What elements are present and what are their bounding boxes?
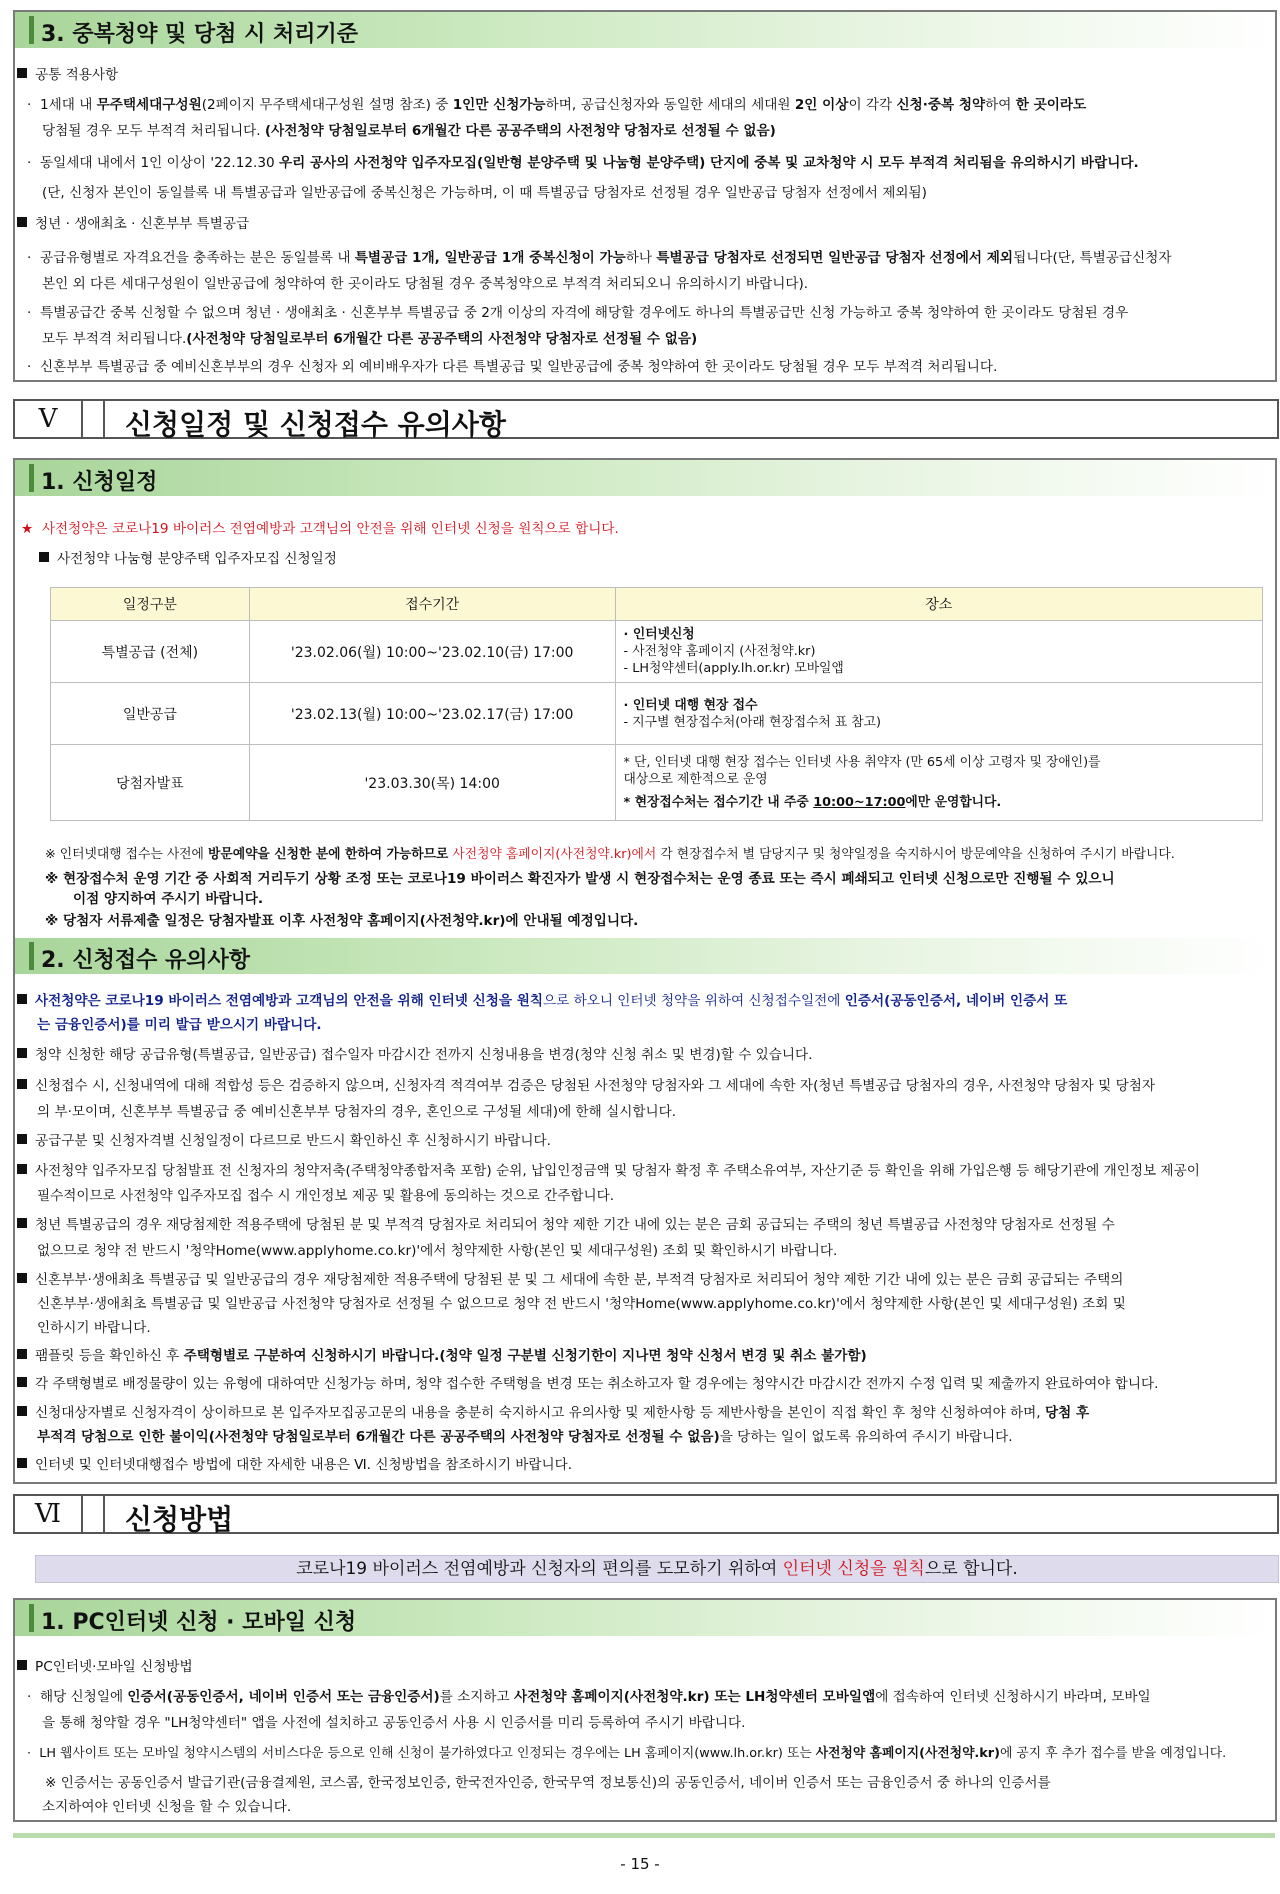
precaution-7-line3: 인하시기 바랍니다.	[37, 1320, 151, 1336]
method-item-2: · LH 웹사이트 또는 모바일 청약시스템의 서비스다운 등으로 인해 신청이 불가하였다고 인정되는 경우에는 LH 홈페이지(www.lh.or.kr) 또는 사전청약 홈페이지(사전청약.kr)에 공지 후 추가 접수를 받을 예정입니다.	[27, 1746, 1227, 1761]
schedule-title-bar	[15, 460, 1275, 496]
special-item-3: · 신혼부부 특별공급 중 예비신혼부부의 경우 신청자 외 예비배우자가 다른 특별공급 및 일반공급에 중복 청약하여 한 곳이라도 당첨될 경우 모두 부적격 처리됩니다.	[27, 359, 998, 375]
table-row	[51, 621, 1263, 683]
square-bullet-icon	[39, 552, 49, 562]
precautions-title: 2. 신청접수 유의사항	[41, 948, 250, 973]
table-header: 접수기간	[249, 588, 615, 621]
special-item-2: · 특별공급간 중복 신청할 수 없으며 청년 · 생애최초 · 신혼부부 특별공급 중 2개 이상의 자격에 해당할 경우에도 하나의 특별공급만 신청 가능하고 중복 청약하여 한 곳이라도 당첨된 경우	[27, 305, 1129, 321]
section5-frame	[13, 458, 1277, 1484]
note-document-submission: ※ 당첨자 서류제출 일정은 당첨자발표 이후 사전청약 홈페이지(사전청약.kr)에 안내될 예정입니다.	[45, 913, 639, 929]
section6-frame	[13, 1598, 1277, 1822]
table-row	[51, 683, 1263, 745]
common-item-1-line2: 당첨될 경우 모두 부적격 처리됩니다. (사전청약 당첨일로부터 6개월간 다른 공공주택의 사전청약 당첨자로 선정될 수 없음)	[42, 123, 776, 139]
note-onsite-closure-line2: 이점 양지하여 주시기 바랍니다.	[73, 891, 264, 907]
precaution-2: 청약 신청한 해당 공급유형(특별공급, 일반공급) 접수일자 마감시간 전까지 신청내용을 변경(청약 신청 취소 및 변경)할 수 있습니다.	[15, 1046, 813, 1064]
precaution-7-line2: 신혼부부·생애최초 특별공급 및 일반공급 사전청약 당첨자로 선정될 수 없으므로 청약 전 반드시 '청약Home(www.applyhome.co.kr)'에서 청약제한 사항(본인 및 세대구성원) 조회 및	[37, 1296, 1126, 1312]
precaution-3: 신청접수 시, 신청내역에 대해 적합성 등은 검증하지 않으며, 신청자격 적격여부 검증은 당첨된 사전청약 당첨자와 그 세대에 속한 자(청년 특별공급 당첨자의 경우, 사전청약 당첨자 및 당첨자	[15, 1077, 1155, 1095]
section5-number: Ⅴ	[15, 401, 83, 437]
section3-title: 3. 중복청약 및 당첨 시 처리기준	[41, 22, 358, 47]
internet-notice: ★ 사전청약은 코로나19 바이러스 전염예방과 고객님의 안전을 위해 인터넷 신청을 원칙으로 합니다.	[21, 521, 619, 537]
precaution-9: 각 주택형별로 배정물량이 있는 유형에 대하여만 신청가능 하며, 청약 접수한 주택형을 변경 또는 취소하고자 할 경우에는 청약시간 마감시간 전까지 수정 입력 및 제출까지 완료하여야 합니다.	[15, 1375, 1158, 1393]
section5-title: 신청일정 및 신청접수 유의사항	[125, 408, 506, 441]
place-cell-onsite: · 인터넷 대행 현장 접수 - 지구별 현장접수처(아래 현장접수처 표 참고)	[615, 683, 1262, 745]
precaution-10-line2: 부적격 당첨으로 인한 불이익(사전청약 당첨일로부터 6개월간 다른 공공주택의 사전청약 당첨자로 선정될 수 없음)을 당하는 일이 없도록 유의하여 주시기 바랍니다.	[37, 1429, 1013, 1445]
note-reservation: ※ 인터넷대행 접수는 사전에 방문예약을 신청한 분에 한하여 가능하므로 사전청약 홈페이지(사전청약.kr)에서 각 현장접수처 별 담당지구 및 청약일정을 숙지하시어 방문예약을 신청하여 주시기 바랍니다.	[45, 847, 1175, 862]
section3-frame	[13, 10, 1277, 382]
method-item-1-line2: 을 통해 청약할 경우 "LH청약센터" 앱을 사전에 설치하고 공동인증서 사용 시 인증서를 미리 등록하여 주시기 바랍니다.	[42, 1715, 746, 1731]
common-heading: 공통 적용사항	[15, 66, 118, 84]
place-cell-online: · 인터넷신청 - 사전청약 홈페이지 (사전청약.kr) - LH청약센터(apply.lh.or.kr) 모바일앱	[615, 621, 1262, 683]
pc-mobile-title: 1. PC인터넷 신청 · 모바일 신청	[41, 1610, 357, 1635]
row-type: 당첨자발표	[51, 745, 250, 821]
page-number: - 15 -	[620, 1855, 660, 1873]
precaution-6-line2: 없으므로 청약 전 반드시 '청약Home(www.applyhome.co.kr)'에서 청약제한 사항(본인 및 세대구성원) 조회 및 확인하시기 바랍니다.	[37, 1243, 838, 1259]
common-item-2-note: (단, 신청자 본인이 동일블록 내 특별공급과 일반공급에 중복신청은 가능하며, 이 때 특별공급 당첨자로 선정될 경우 일반공급 당첨자 선정에서 제외됨)	[42, 185, 927, 201]
row-period: '23.03.30(목) 14:00	[249, 745, 615, 821]
section3-title-bar	[15, 12, 1275, 48]
row-period: '23.02.06(월) 10:00~'23.02.10(금) 17:00	[249, 621, 615, 683]
row-period: '23.02.13(월) 10:00~'23.02.17(금) 17:00	[249, 683, 615, 745]
method-item-1: · 해당 신청일에 인증서(공동인증서, 네이버 인증서 또는 금융인증서)를 소지하고 사전청약 홈페이지(사전청약.kr) 또는 LH청약센터 모바일앱에 접속하여 인터넷 신청하시기 바라며, 모바일	[27, 1689, 1151, 1705]
section5-header	[13, 399, 1279, 439]
special-item-1: · 공급유형별로 자격요건을 충족하는 분은 동일블록 내 특별공급 1개, 일반공급 1개 중복신청이 가능하나 특별공급 당첨자로 선정되면 일반공급 당첨자 선정에서 제외됩니다(단, 특별공급신청자	[27, 250, 1172, 266]
precaution-1: 사전청약은 코로나19 바이러스 전염예방과 고객님의 안전을 위해 인터넷 신청을 원칙으로 하오니 인터넷 청약을 위하여 신청접수일전에 인증서(공동인증서, 네이버 인증서 또	[15, 992, 1067, 1010]
row-type: 일반공급	[51, 683, 250, 745]
table-row	[51, 745, 1263, 821]
pc-mobile-title-bar	[15, 1600, 1275, 1636]
precaution-8: 팸플릿 등을 확인하신 후 주택형별로 구분하여 신청하시기 바랍니다.(청약 일정 구분별 신청기한이 지나면 청약 신청서 변경 및 취소 불가함)	[15, 1347, 867, 1365]
star-icon: ★	[21, 521, 34, 537]
row-type: 특별공급 (전체)	[51, 621, 250, 683]
section6-title: 신청방법	[125, 1503, 234, 1536]
square-bullet-icon	[17, 217, 27, 227]
certificate-note-line2: 소지하여야 인터넷 신청을 할 수 있습니다.	[42, 1799, 292, 1815]
internet-principle-banner: 코로나19 바이러스 전염예방과 신청자의 편의를 도모하기 위하여 인터넷 신청을 원칙으로 합니다.	[35, 1555, 1279, 1583]
section6-header	[13, 1494, 1279, 1534]
place-cell-note: * 단, 인터넷 대행 현장 접수는 인터넷 사용 취약자 (만 65세 이상 고령자 및 장애인)를 대상으로 제한적으로 운영 * 현장접수처는 접수기간 내 주중 10:00~17:00에만 운영합니다.	[615, 745, 1262, 821]
precaution-5-line2: 필수적이므로 사전청약 입주자모집 접수 시 개인정보 제공 및 활용에 동의하는 것으로 간주합니다.	[37, 1188, 615, 1204]
table-header-row	[51, 588, 1263, 621]
common-item-2: · 동일세대 내에서 1인 이상이 '22.12.30 우리 공사의 사전청약 입주자모집(일반형 분양주택 및 나눔형 분양주택) 단지에 중복 및 교차청약 시 모두 부적격 처리됨을 유의하시기 바랍니다.	[27, 155, 1139, 171]
precaution-4: 공급구분 및 신청자격별 신청일정이 다르므로 반드시 확인하신 후 신청하시기 바랍니다.	[15, 1132, 551, 1150]
precaution-3-line2: 의 부·모이며, 신혼부부 특별공급 중 예비신혼부부 당첨자의 경우, 혼인으로 구성될 세대)에 한해 실시합니다.	[37, 1104, 677, 1120]
common-item-1: · 1세대 내 무주택세대구성원(2페이지 무주택세대구성원 설명 참조) 중 1인만 신청가능하며, 공급신청자와 동일한 세대의 세대원 2인 이상이 각각 신청·중복 청약하여 한 곳이라도	[27, 97, 1087, 113]
precaution-7: 신혼부부·생애최초 특별공급 및 일반공급의 경우 재당첨제한 적용주택에 당첨된 분 및 그 세대에 속한 분, 부적격 당첨자로 처리되어 청약 제한 기간 내에 있는 분은 금회 공급되는 주택의	[15, 1271, 1123, 1289]
square-bullet-icon	[17, 68, 27, 78]
precaution-6: 청년 특별공급의 경우 재당첨제한 적용주택에 당첨된 분 및 부적격 당첨자로 처리되어 청약 제한 기간 내에 있는 분은 금회 공급되는 주택의 청년 특별공급 사전청약 당첨자로 선정될 수	[15, 1216, 1115, 1234]
special-heading: 청년 · 생애최초 · 신혼부부 특별공급	[15, 215, 249, 233]
table-header: 장소	[615, 588, 1262, 621]
precaution-5: 사전청약 입주자모집 당첨발표 전 신청자의 청약저축(주택청약종합저축 포함) 순위, 납입인정금액 및 당첨자 확정 후 주택소유여부, 자산기준 등 확인을 위해 가입은행 등 해당기관에 개인정보 제공이	[15, 1162, 1200, 1180]
footer-divider	[13, 1833, 1275, 1838]
precaution-1-line2: 는 금융인증서)를 미리 발급 받으시기 바랍니다.	[37, 1017, 322, 1033]
special-item-2-line2: 모두 부적격 처리됩니다.(사전청약 당첨일로부터 6개월간 다른 공공주택의 사전청약 당첨자로 선정될 수 없음)	[42, 331, 698, 347]
certificate-note: ※ 인증서는 공동인증서 발급기관(금융결제원, 코스콤, 한국정보인증, 한국전자인증, 한국무역 정보통신)의 공동인증서, 네이버 인증서 또는 금융인증서 중 하나의 인증서를	[45, 1775, 1051, 1791]
table-header: 일정구분	[51, 588, 250, 621]
note-onsite-closure: ※ 현장접수처 운영 기간 중 사회적 거리두기 상황 조정 또는 코로나19 바이러스 확진자가 발생 시 현장접수처는 운영 종료 또는 즉시 폐쇄되고 인터넷 신청으로만 진행될 수 있으니	[45, 871, 1115, 887]
special-item-1-line2: 본인 외 다른 세대구성원이 일반공급에 청약하여 한 곳이라도 당첨될 경우 중복청약으로 부적격 처리되오니 유의하시기 바랍니다).	[42, 276, 809, 292]
schedule-title: 1. 신청일정	[41, 470, 158, 495]
section6-number: Ⅵ	[15, 1496, 83, 1532]
precautions-title-bar	[15, 938, 1275, 974]
schedule-table	[50, 587, 1263, 821]
schedule-heading: 사전청약 나눔형 분양주택 입주자모집 신청일정	[37, 550, 337, 568]
precaution-10: 신청대상자별로 신청자격이 상이하므로 본 입주자모집공고문의 내용을 충분히 숙지하시고 유의사항 및 제한사항 등 제반사항을 본인이 직접 확인 후 청약 신청하여야 하며, 당첨 후	[15, 1404, 1089, 1422]
precaution-11: 인터넷 및 인터넷대행접수 방법에 대한 자세한 내용은 Ⅵ. 신청방법을 참조하시기 바랍니다.	[15, 1456, 572, 1474]
pc-mobile-heading: PC인터넷·모바일 신청방법	[15, 1658, 193, 1676]
